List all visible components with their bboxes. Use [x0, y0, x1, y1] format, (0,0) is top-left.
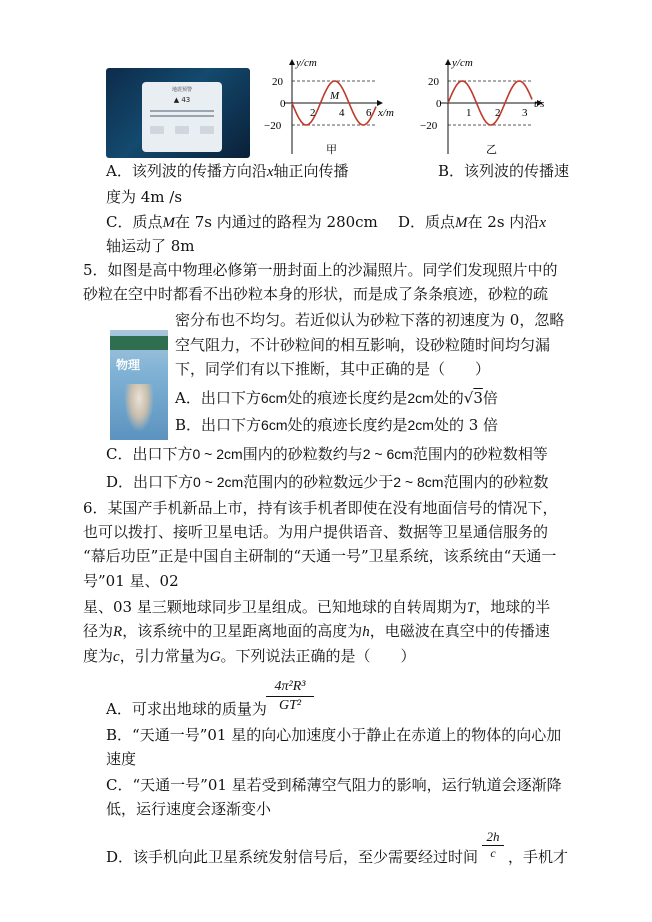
q6-option-c: C．“天通一号”01 星若受到稀薄空气阻力的影响，运行轨道会逐渐降	[106, 776, 562, 794]
q5-option-c: C．出口下方0 ~ 2cm围内的砂粒数约与2 ~ 6cm范围内的砂粒数相等	[106, 445, 548, 463]
vibration-graph-yi	[418, 54, 570, 156]
ytick-20: 20	[272, 76, 283, 88]
fraction-numerator: 4π²R³	[274, 679, 306, 694]
q5-stem-line: 空气阻力，不计砂粒间的相互影响，设砂粒随时间均匀漏	[175, 336, 551, 354]
physics-book-cover-image	[110, 330, 168, 440]
earthquake-alert-dialog	[142, 82, 222, 152]
fraction-denominator: GT²	[266, 696, 314, 715]
q5-stem-line: 砂粒在空中时都看不出砂粒本身的形状，而是成了条条痕迹，砂粒的疏	[83, 285, 549, 303]
caption-jia: 甲	[326, 143, 337, 156]
q6-option-b: B．“天通一号”01 星的向心加速度小于静止在赤道上的物体的向心加	[106, 726, 562, 744]
alert-text-line	[150, 110, 214, 112]
q6-stem-line: 度为c，引力常量为G。下列说法正确的是（ ）	[83, 647, 416, 665]
alert-button	[175, 126, 189, 134]
ytick-neg20: −20	[264, 120, 282, 132]
alert-text-line	[150, 115, 214, 117]
q4-option-b-cont: 度为 4m /s	[106, 188, 183, 206]
xtick-1: 1	[466, 107, 472, 119]
q4-option-d: D．质点M在 2s 内沿x	[398, 213, 546, 231]
sqrt-symbol: √	[463, 389, 474, 407]
q5-option-b: B．出口下方6cm处的痕迹长度约是2cm处的 3 倍	[175, 416, 499, 434]
q4-option-b: B．该列波的传播速	[438, 162, 570, 180]
point-label-M: M	[330, 90, 340, 102]
q6-option-c-cont: 低，运行速度会逐渐变小	[106, 800, 272, 818]
xtick-4: 4	[339, 107, 345, 119]
book-title: 物理	[116, 358, 141, 372]
xtick-2: 2	[495, 107, 501, 119]
ytick-0: 0	[280, 98, 286, 110]
q5-option-d: D．出口下方0 ~ 2cm范围内的砂粒数远少于2 ~ 8cm范围内的砂粒数	[106, 473, 549, 491]
alert-title: 地震预警	[171, 87, 192, 93]
ylabel: y/cm	[452, 57, 473, 69]
wave-graph-jia	[262, 54, 410, 156]
earth-mass-fraction	[266, 678, 314, 715]
q4-option-c: C．质点M在 7s 内通过的路程为 280cm	[106, 213, 378, 231]
xtick-2: 2	[310, 107, 316, 119]
hourglass-sand	[124, 384, 154, 432]
q6-stem-line: “幕后功臣”正是中国自主研制的“天通一号”卫星系统，该系统由“天通一	[83, 547, 557, 565]
q6-stem-line: 6．某国产手机新品上市，持有该手机者即使在没有地面信号的情况下，	[83, 499, 558, 517]
caption-yi: 乙	[486, 143, 497, 156]
ylabel: y/cm	[296, 57, 317, 69]
xtick-6: 6	[366, 107, 372, 119]
q5-stem-line: 5．如图是高中物理必修第一册封面上的沙漏照片。同学们发现照片中的	[83, 261, 558, 279]
q6-stem-line: 号”01 星、02	[83, 572, 179, 590]
q4-option-d-cont: 轴运动了 8m	[106, 237, 195, 255]
q6-option-a: A．可求出地球的质量为	[106, 700, 267, 718]
alert-button	[200, 126, 214, 134]
q4-option-a: A．该列波的传播方向沿x轴正向传播	[106, 162, 349, 180]
xlabel: t/s	[534, 98, 545, 110]
xtick-3: 3	[522, 107, 528, 119]
ytick-neg20: −20	[420, 120, 438, 132]
q6-stem-line: 也可以拨打、接听卫星电话。为用户提供语音、数据等卫星通信服务的	[83, 523, 549, 541]
alert-button	[150, 126, 164, 134]
q6-option-d: D．该手机向此卫星系统发射信号后，至少需要经过时间	[106, 848, 479, 866]
ytick-0: 0	[436, 98, 442, 110]
q5-option-a: A．出口下方6cm处的痕迹长度约是2cm处的√3倍	[175, 389, 498, 407]
time-fraction	[482, 828, 504, 861]
q6-option-b-cont: 速度	[106, 750, 137, 768]
fraction-numerator: 2h	[486, 829, 500, 844]
q6-stem-line: 径为R，该系统中的卫星距离地面的高度为h，电磁波在真空中的传播速	[83, 622, 550, 640]
book-band	[110, 336, 168, 350]
q5-stem-line: 密分布也不均匀。若近似认为砂粒下落的初速度为 0，忽略	[175, 311, 565, 329]
alert-magnitude: ▲ 43	[173, 96, 191, 104]
xlabel: x/m	[378, 107, 394, 119]
q6-option-d-tail: ，手机才	[508, 848, 569, 866]
q5-stem-line: 下，同学们有以下推断，其中正确的是（ ）	[175, 360, 491, 378]
warning-icon: ▲	[173, 96, 180, 104]
q6-stem-line: 星、03 星三颗地球同步卫星组成。已知地球的自转周期为T，地球的半	[83, 598, 551, 616]
fraction-denominator: c	[482, 845, 504, 861]
phone-screenshot-image	[106, 68, 250, 158]
ytick-20: 20	[428, 76, 439, 88]
